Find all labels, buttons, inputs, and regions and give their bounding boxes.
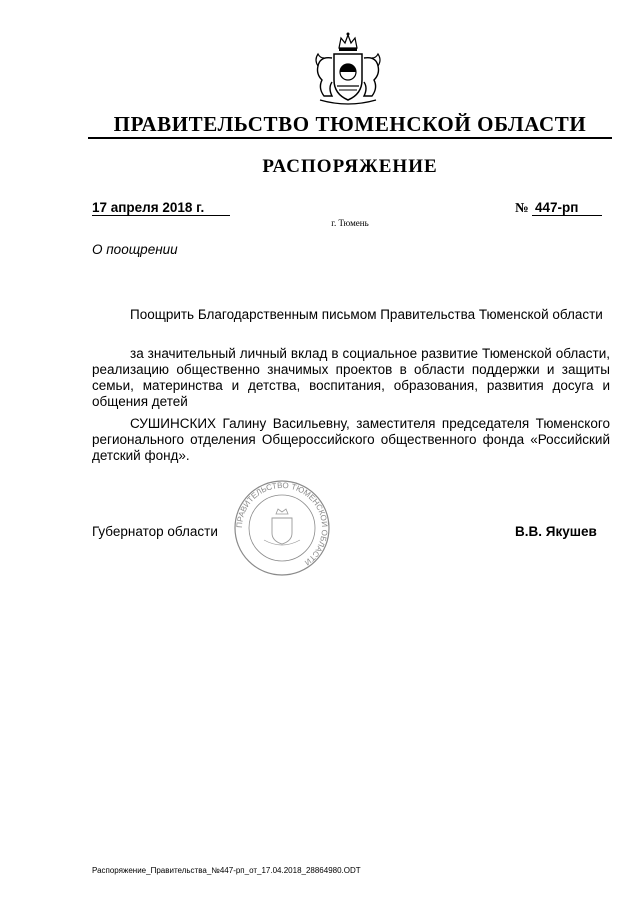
number-underline bbox=[532, 215, 602, 216]
document-type: РАСПОРЯЖЕНИЕ bbox=[262, 156, 438, 177]
tyumen-coat-of-arms-icon bbox=[306, 30, 390, 110]
header-divider bbox=[88, 137, 612, 139]
signer-name: В.В. Якушев bbox=[515, 524, 597, 539]
seal-text: ПРАВИТЕЛЬСТВО ТЮМЕНСКОЙ ОБЛАСТИ bbox=[234, 480, 330, 568]
document-date: 17 апреля 2018 г. bbox=[92, 200, 205, 215]
official-seal-icon bbox=[232, 478, 332, 578]
organization-title: ПРАВИТЕЛЬСТВО ТЮМЕНСКОЙ ОБЛАСТИ bbox=[113, 112, 587, 136]
body-paragraph: Поощрить Благодарственным письмом Правительства Тюменской области bbox=[130, 307, 603, 322]
footer-filename: Распоряжение_Правительства_№447-рп_от_17.04.2018_28864980.ODT bbox=[92, 866, 361, 875]
document-number: 447-рп bbox=[535, 200, 579, 215]
document-subject: О поощрении bbox=[92, 242, 178, 257]
date-underline bbox=[92, 215, 230, 216]
signer-role: Губернатор области bbox=[92, 524, 218, 539]
body-paragraph: СУШИНСКИХ Галину Васильевну, заместителя председателя Тюменского регионального отделения Общероссийского общественного фонда «Российский детский фонд». bbox=[92, 416, 610, 463]
number-sign: № bbox=[515, 200, 529, 215]
city: г. Тюмень bbox=[331, 218, 369, 228]
body-paragraph: за значительный личный вклад в социальное развитие Тюменской области, реализацию общественно значимых проектов в области поддержки и защиты семьи, материнства и детства, воспитания, образования, развития досуга и общения детей bbox=[92, 346, 610, 409]
